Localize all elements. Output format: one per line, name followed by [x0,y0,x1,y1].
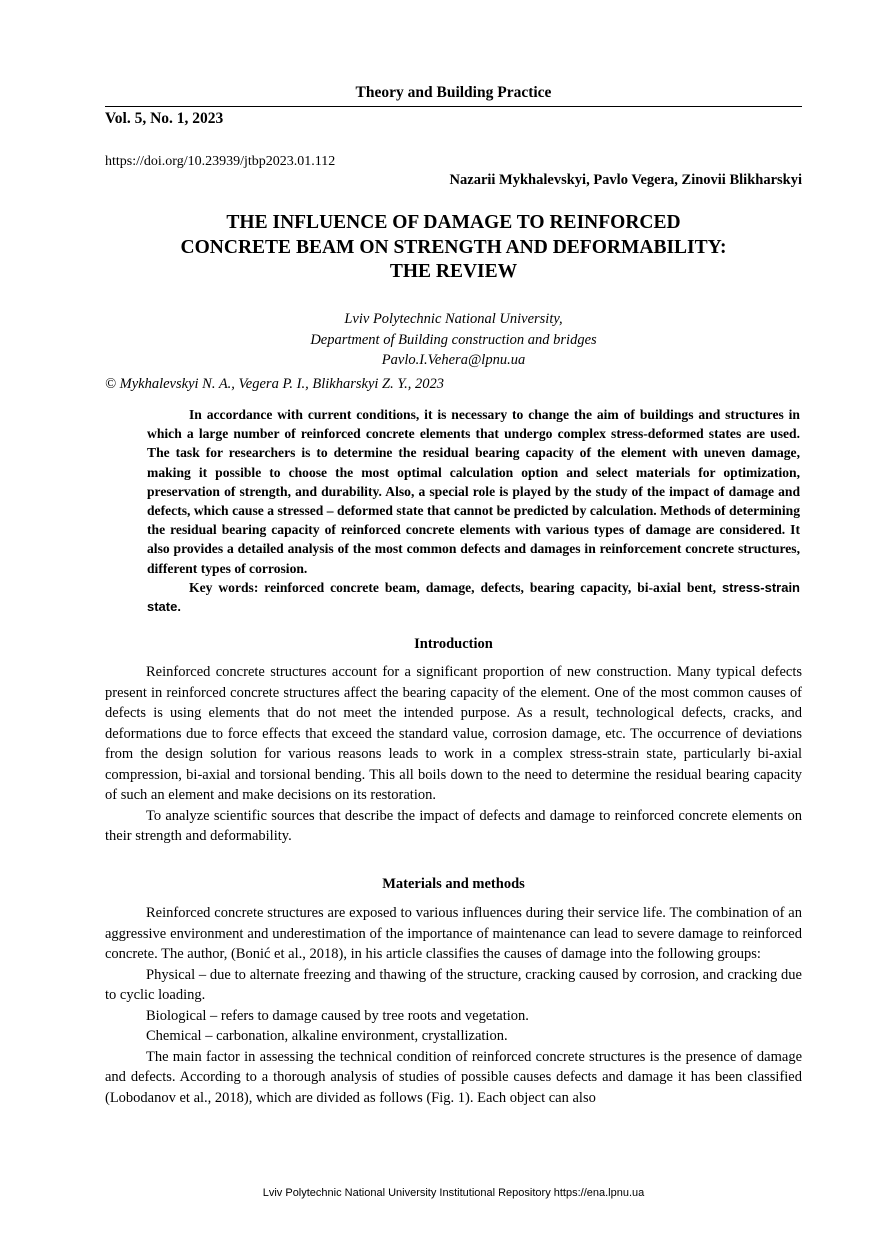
affiliation-university: Lviv Polytechnic National University, [344,311,563,327]
paragraph: Physical – due to alternate freezing and thawing of the structure, cracking caused by corrosion, and cracking due to cyclic loading. [105,966,802,1003]
header-rule [105,106,802,107]
abstract-text: In accordance with current conditions, it is necessary to change the aim of buildings and structures in which a large number of reinforced concrete elements that undergo complex stress-deformed states are used. The task for researchers is to determine the residual bearing capacity of the element with uneven damage, making it possible to choose the most optimal calculation option and select materials for optimization, preservation of strength, and durability. Also, a special role is played by the study of the impact of damage and defects, which cause a stressed – deformed state that cannot be predicted by calculation. Methods of determining the residual bearing capacity of reinforced concrete elements with various types of damage are considered. It also provides a detailed analysis of the most common defects and damages in reinforcement concrete structures, different types of corrosion. [147,407,800,576]
materials-methods-body [105,903,802,1108]
title-line-3: THE REVIEW [389,261,518,282]
title-line-1: THE INFLUENCE OF DAMAGE TO REINFORCED [226,212,681,233]
doi-link[interactable]: https://doi.org/10.23939/jtbp2023.01.112 [105,154,336,169]
paragraph: Chemical – carbonation, alkaline environment, crystallization. [146,1028,508,1044]
author-email[interactable]: Pavlo.I.Vehera@lpnu.ua [381,352,526,368]
keywords-tail: stress-strain state. [147,579,800,615]
repository-footer: Lviv Polytechnic National University Institutional Repository https://ena.lpnu.ua [262,1187,645,1199]
paper-title [105,211,802,285]
volume-info: Vol. 5, No. 1, 2023 [105,110,224,127]
keywords [147,578,800,616]
paragraph: Reinforced concrete structures are exposed to various influences during their service life. The combination of an aggressive environment and underestimation of the importance of maintenance can lead to severe damage to reinforced concrete. The author, (Bonić et al., 2018), in his article classifies the causes of damage into the following groups: [105,905,802,962]
affiliation [105,309,802,371]
author-list: Nazarii Mykhalevskyi, Pavlo Vegera, Zinovii Blikharskyi [449,172,802,188]
copyright-notice: © Mykhalevskyi N. A., Vegera P. I., Blikharskyi Z. Y., 2023 [105,376,444,392]
keywords-main: Key words: reinforced concrete beam, damage, defects, bearing capacity, bi-axial bent, [189,579,717,595]
introduction-body [105,662,802,847]
section-heading-introduction: Introduction [414,636,493,652]
paragraph: The main factor in assessing the technical condition of reinforced concrete structures is the presence of damage and defects. According to a thorough analysis of studies of possible causes defects and damage it has been classified (Lobodanov et al., 2018), which are divided as follows (Fig. 1). Each object can also [105,1048,802,1106]
abstract [147,405,800,616]
paragraph: Biological – refers to damage caused by tree roots and vegetation. [146,1007,529,1024]
affiliation-department: Department of Building construction and bridges [310,331,597,348]
paragraph: Reinforced concrete structures account for a significant proportion of new construction. Many typical defects present in reinforced concrete structures affect the bearing capacity of the element. One of the most common causes of defects is using elements that do not meet the intended purpose. As a result, technological defects, cracks, and deformations due to force effects that exceed the standard value, corrosion damage, etc. The occurrence of deviations from the design solution for various reasons leads to work in a complex stress-strain state, particularly bi-axial compression, bi-axial and torsional bending. This all boils down to the need to determine the residual bearing capacity of such an element and make decisions on its restoration. [105,664,802,803]
title-line-2: CONCRETE BEAM ON STRENGTH AND DEFORMABILITY: [180,236,727,258]
paragraph: To analyze scientific sources that describe the impact of defects and damage to reinforced concrete elements on their strength and deformability. [105,807,802,844]
journal-title: Theory and Building Practice [355,84,552,101]
section-heading-materials-methods: Materials and methods [382,876,525,892]
